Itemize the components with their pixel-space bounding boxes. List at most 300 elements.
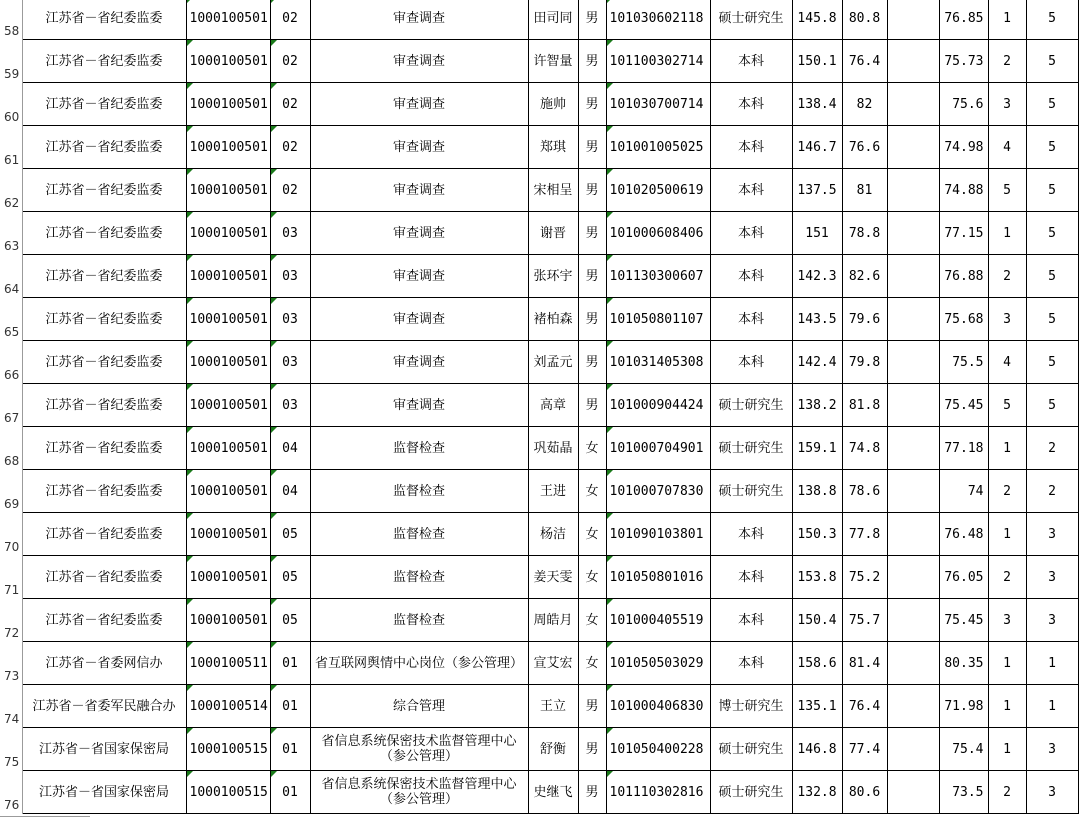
- position-name-cell[interactable]: [310, 728, 528, 771]
- extra-score-cell[interactable]: [887, 556, 939, 599]
- rank-cell[interactable]: [988, 40, 1026, 83]
- written-score-cell[interactable]: [792, 642, 842, 685]
- position-name-cell[interactable]: [310, 212, 528, 255]
- education-cell[interactable]: [710, 212, 792, 255]
- position-code-cell[interactable]: [270, 0, 310, 40]
- total-score-cell[interactable]: [939, 341, 988, 384]
- interview-score-cell[interactable]: [842, 728, 887, 771]
- rank-cell[interactable]: [988, 83, 1026, 126]
- total-score-cell[interactable]: [939, 556, 988, 599]
- rank-cell[interactable]: [988, 0, 1026, 40]
- quota-cell[interactable]: [1026, 298, 1078, 341]
- total-score-cell[interactable]: [939, 0, 988, 40]
- exam-id-cell[interactable]: [606, 513, 710, 556]
- row-number[interactable]: [0, 771, 22, 814]
- position-name-cell[interactable]: [310, 556, 528, 599]
- department-cell[interactable]: [22, 298, 186, 341]
- department-cell[interactable]: [22, 212, 186, 255]
- dept-code-cell[interactable]: [186, 728, 270, 771]
- position-name-cell[interactable]: [310, 642, 528, 685]
- candidate-name-cell[interactable]: [528, 212, 578, 255]
- candidate-name-cell[interactable]: [528, 341, 578, 384]
- department-cell[interactable]: [22, 685, 186, 728]
- rank-cell[interactable]: [988, 728, 1026, 771]
- position-code-cell[interactable]: [270, 427, 310, 470]
- education-cell[interactable]: [710, 685, 792, 728]
- row-number[interactable]: [0, 169, 22, 212]
- position-code-cell[interactable]: [270, 169, 310, 212]
- candidate-name-cell[interactable]: [528, 0, 578, 40]
- extra-score-cell[interactable]: [887, 169, 939, 212]
- written-score-cell-text: 158.6: [797, 655, 837, 671]
- row-number[interactable]: [0, 40, 22, 83]
- interview-score-cell[interactable]: [842, 212, 887, 255]
- written-score-cell[interactable]: [792, 427, 842, 470]
- dept-code-cell[interactable]: [186, 298, 270, 341]
- quota-cell[interactable]: [1026, 83, 1078, 126]
- row-number[interactable]: [0, 728, 22, 771]
- extra-score-cell[interactable]: [887, 599, 939, 642]
- education-cell-text: 本科: [737, 569, 764, 585]
- extra-score-cell[interactable]: [887, 255, 939, 298]
- exam-id-cell[interactable]: [606, 556, 710, 599]
- department-cell[interactable]: [22, 728, 186, 771]
- quota-cell[interactable]: [1026, 599, 1078, 642]
- position-code-cell[interactable]: [270, 255, 310, 298]
- education-cell[interactable]: [710, 771, 792, 814]
- exam-id-cell[interactable]: [606, 212, 710, 255]
- candidate-name-cell[interactable]: [528, 427, 578, 470]
- extra-score-cell[interactable]: [887, 771, 939, 814]
- row-number[interactable]: [0, 83, 22, 126]
- written-score-cell[interactable]: [792, 255, 842, 298]
- department-cell[interactable]: [22, 384, 186, 427]
- position-code-cell[interactable]: [270, 83, 310, 126]
- extra-score-cell[interactable]: [887, 728, 939, 771]
- gender-cell[interactable]: [578, 40, 606, 83]
- written-score-cell[interactable]: [792, 513, 842, 556]
- written-score-cell[interactable]: [792, 771, 842, 814]
- rank-cell[interactable]: [988, 298, 1026, 341]
- position-code-cell[interactable]: [270, 212, 310, 255]
- gender-cell[interactable]: [578, 599, 606, 642]
- department-cell[interactable]: [22, 556, 186, 599]
- interview-score-cell[interactable]: [842, 0, 887, 40]
- quota-cell[interactable]: [1026, 642, 1078, 685]
- department-cell[interactable]: [22, 341, 186, 384]
- rank-cell[interactable]: [988, 771, 1026, 814]
- gender-cell[interactable]: [578, 0, 606, 40]
- gender-cell[interactable]: [578, 83, 606, 126]
- gender-cell[interactable]: [578, 642, 606, 685]
- written-score-cell[interactable]: [792, 728, 842, 771]
- interview-score-cell[interactable]: [842, 599, 887, 642]
- education-cell[interactable]: [710, 0, 792, 40]
- position-name-cell[interactable]: [310, 255, 528, 298]
- row-number[interactable]: [0, 298, 22, 341]
- position-code-cell[interactable]: [270, 126, 310, 169]
- quota-cell[interactable]: [1026, 470, 1078, 513]
- exam-id-cell[interactable]: [606, 384, 710, 427]
- department-cell[interactable]: [22, 126, 186, 169]
- dept-code-cell[interactable]: [186, 255, 270, 298]
- written-score-cell[interactable]: [792, 212, 842, 255]
- row-number[interactable]: [0, 642, 22, 685]
- education-cell[interactable]: [710, 513, 792, 556]
- gender-cell[interactable]: [578, 427, 606, 470]
- position-name-cell[interactable]: [310, 470, 528, 513]
- interview-score-cell[interactable]: [842, 298, 887, 341]
- position-code-cell-text: 04: [282, 483, 298, 499]
- position-code-cell[interactable]: [270, 771, 310, 814]
- gender-cell[interactable]: [578, 169, 606, 212]
- candidate-name-cell[interactable]: [528, 40, 578, 83]
- department-cell[interactable]: [22, 255, 186, 298]
- exam-id-cell[interactable]: [606, 771, 710, 814]
- gender-cell[interactable]: [578, 771, 606, 814]
- gender-cell[interactable]: [578, 728, 606, 771]
- total-score-cell[interactable]: [939, 298, 988, 341]
- education-cell[interactable]: [710, 126, 792, 169]
- interview-score-cell-text: 76.4: [848, 53, 881, 69]
- extra-score-cell[interactable]: [887, 126, 939, 169]
- written-score-cell[interactable]: [792, 126, 842, 169]
- candidate-name-cell[interactable]: [528, 642, 578, 685]
- department-cell[interactable]: [22, 771, 186, 814]
- department-cell[interactable]: [22, 83, 186, 126]
- interview-score-cell-text: 75.7: [848, 612, 881, 628]
- total-score-cell[interactable]: [939, 728, 988, 771]
- department-cell[interactable]: [22, 642, 186, 685]
- position-code-cell[interactable]: [270, 40, 310, 83]
- candidate-name-cell[interactable]: [528, 513, 578, 556]
- exam-id-cell[interactable]: [606, 126, 710, 169]
- quota-cell[interactable]: [1026, 169, 1078, 212]
- department-cell[interactable]: [22, 599, 186, 642]
- rank-cell[interactable]: [988, 384, 1026, 427]
- interview-score-cell[interactable]: [842, 771, 887, 814]
- total-score-cell[interactable]: [939, 771, 988, 814]
- position-code-cell[interactable]: [270, 728, 310, 771]
- position-name-cell[interactable]: [310, 0, 528, 40]
- education-cell[interactable]: [710, 728, 792, 771]
- written-score-cell[interactable]: [792, 169, 842, 212]
- dept-code-cell-text: 1000100501: [189, 526, 268, 542]
- quota-cell[interactable]: [1026, 728, 1078, 771]
- candidate-name-cell[interactable]: [528, 298, 578, 341]
- written-score-cell[interactable]: [792, 556, 842, 599]
- gender-cell[interactable]: [578, 212, 606, 255]
- exam-id-cell[interactable]: [606, 685, 710, 728]
- quota-cell[interactable]: [1026, 126, 1078, 169]
- written-score-cell[interactable]: [792, 83, 842, 126]
- dept-code-cell[interactable]: [186, 169, 270, 212]
- interview-score-cell[interactable]: [842, 470, 887, 513]
- gender-cell[interactable]: [578, 470, 606, 513]
- interview-score-cell[interactable]: [842, 255, 887, 298]
- total-score-cell[interactable]: [939, 212, 988, 255]
- extra-score-cell[interactable]: [887, 384, 939, 427]
- candidate-name-cell[interactable]: [528, 384, 578, 427]
- dept-code-cell[interactable]: [186, 384, 270, 427]
- gender-cell[interactable]: [578, 341, 606, 384]
- exam-id-cell[interactable]: [606, 728, 710, 771]
- dept-code-cell[interactable]: [186, 427, 270, 470]
- candidate-name-cell[interactable]: [528, 126, 578, 169]
- exam-id-cell[interactable]: [606, 169, 710, 212]
- position-name-cell[interactable]: [310, 298, 528, 341]
- text-format-indicator-icon: [187, 685, 193, 691]
- department-cell[interactable]: [22, 513, 186, 556]
- quota-cell[interactable]: [1026, 212, 1078, 255]
- position-code-cell[interactable]: [270, 642, 310, 685]
- department-cell[interactable]: [22, 0, 186, 40]
- dept-code-cell[interactable]: [186, 771, 270, 814]
- position-code-cell[interactable]: [270, 685, 310, 728]
- rank-cell[interactable]: [988, 427, 1026, 470]
- quota-cell[interactable]: [1026, 556, 1078, 599]
- row-number[interactable]: [0, 470, 22, 513]
- interview-score-cell[interactable]: [842, 341, 887, 384]
- extra-score-cell[interactable]: [887, 40, 939, 83]
- dept-code-cell[interactable]: [186, 599, 270, 642]
- interview-score-cell[interactable]: [842, 685, 887, 728]
- total-score-cell[interactable]: [939, 513, 988, 556]
- exam-id-cell-text: 101030602118: [609, 10, 704, 26]
- written-score-cell[interactable]: [792, 599, 842, 642]
- row-number[interactable]: [0, 384, 22, 427]
- exam-id-cell[interactable]: [606, 642, 710, 685]
- department-cell[interactable]: [22, 427, 186, 470]
- education-cell[interactable]: [710, 427, 792, 470]
- exam-id-cell[interactable]: [606, 298, 710, 341]
- candidate-name-cell[interactable]: [528, 556, 578, 599]
- education-cell[interactable]: [710, 341, 792, 384]
- position-name-cell[interactable]: [310, 341, 528, 384]
- gender-cell[interactable]: [578, 384, 606, 427]
- interview-score-cell[interactable]: [842, 427, 887, 470]
- dept-code-cell[interactable]: [186, 642, 270, 685]
- quota-cell[interactable]: [1026, 255, 1078, 298]
- rank-cell[interactable]: [988, 556, 1026, 599]
- dept-code-cell[interactable]: [186, 212, 270, 255]
- interview-score-cell[interactable]: [842, 126, 887, 169]
- rank-cell[interactable]: [988, 341, 1026, 384]
- education-cell[interactable]: [710, 642, 792, 685]
- gender-cell[interactable]: [578, 685, 606, 728]
- position-name-cell[interactable]: [310, 599, 528, 642]
- rank-cell[interactable]: [988, 126, 1026, 169]
- candidate-name-cell[interactable]: [528, 599, 578, 642]
- interview-score-cell[interactable]: [842, 384, 887, 427]
- gender-cell[interactable]: [578, 255, 606, 298]
- education-cell[interactable]: [710, 556, 792, 599]
- exam-id-cell[interactable]: [606, 255, 710, 298]
- department-cell[interactable]: [22, 40, 186, 83]
- exam-id-cell[interactable]: [606, 341, 710, 384]
- interview-score-cell[interactable]: [842, 83, 887, 126]
- position-name-cell[interactable]: [310, 427, 528, 470]
- dept-code-cell[interactable]: [186, 126, 270, 169]
- dept-code-cell[interactable]: [186, 513, 270, 556]
- total-score-cell[interactable]: [939, 83, 988, 126]
- exam-id-cell[interactable]: [606, 83, 710, 126]
- interview-score-cell[interactable]: [842, 642, 887, 685]
- text-format-indicator-icon: [187, 642, 193, 648]
- row-number[interactable]: [0, 513, 22, 556]
- position-code-cell[interactable]: [270, 556, 310, 599]
- dept-code-cell[interactable]: [186, 556, 270, 599]
- extra-score-cell[interactable]: [887, 212, 939, 255]
- dept-code-cell[interactable]: [186, 685, 270, 728]
- rank-cell[interactable]: [988, 599, 1026, 642]
- department-cell[interactable]: [22, 169, 186, 212]
- exam-id-cell[interactable]: [606, 599, 710, 642]
- interview-score-cell[interactable]: [842, 556, 887, 599]
- position-code-cell[interactable]: [270, 513, 310, 556]
- position-code-cell[interactable]: [270, 470, 310, 513]
- candidate-name-cell[interactable]: [528, 685, 578, 728]
- education-cell[interactable]: [710, 83, 792, 126]
- total-score-cell[interactable]: [939, 169, 988, 212]
- dept-code-cell-text: 1000100501: [189, 139, 268, 155]
- candidate-name-cell[interactable]: [528, 169, 578, 212]
- quota-cell[interactable]: [1026, 341, 1078, 384]
- rank-cell[interactable]: [988, 685, 1026, 728]
- rank-cell[interactable]: [988, 212, 1026, 255]
- quota-cell[interactable]: [1026, 685, 1078, 728]
- education-cell[interactable]: [710, 40, 792, 83]
- total-score-cell[interactable]: [939, 427, 988, 470]
- dept-code-cell[interactable]: [186, 470, 270, 513]
- exam-id-cell[interactable]: [606, 470, 710, 513]
- gender-cell[interactable]: [578, 513, 606, 556]
- candidate-name-cell[interactable]: [528, 728, 578, 771]
- interview-score-cell[interactable]: [842, 40, 887, 83]
- extra-score-cell[interactable]: [887, 83, 939, 126]
- row-number[interactable]: [0, 0, 22, 40]
- row-number[interactable]: [0, 427, 22, 470]
- row-number[interactable]: [0, 685, 22, 728]
- row-number[interactable]: [0, 599, 22, 642]
- exam-id-cell[interactable]: [606, 40, 710, 83]
- position-name-cell[interactable]: [310, 169, 528, 212]
- quota-cell[interactable]: [1026, 513, 1078, 556]
- row-number[interactable]: [0, 556, 22, 599]
- position-code-cell[interactable]: [270, 599, 310, 642]
- written-score-cell[interactable]: [792, 341, 842, 384]
- position-name-cell[interactable]: [310, 771, 528, 814]
- total-score-cell[interactable]: [939, 599, 988, 642]
- education-cell[interactable]: [710, 599, 792, 642]
- dept-code-cell[interactable]: [186, 83, 270, 126]
- total-score-cell[interactable]: [939, 255, 988, 298]
- position-code-cell[interactable]: [270, 298, 310, 341]
- position-name-cell[interactable]: [310, 384, 528, 427]
- total-score-cell[interactable]: [939, 470, 988, 513]
- quota-cell[interactable]: [1026, 40, 1078, 83]
- quota-cell[interactable]: [1026, 0, 1078, 40]
- quota-cell[interactable]: [1026, 771, 1078, 814]
- extra-score-cell[interactable]: [887, 513, 939, 556]
- position-name-cell[interactable]: [310, 685, 528, 728]
- dept-code-cell[interactable]: [186, 40, 270, 83]
- candidate-name-cell-text: 褚柏森: [533, 311, 573, 327]
- dept-code-cell[interactable]: [186, 0, 270, 40]
- candidate-name-cell[interactable]: [528, 771, 578, 814]
- candidate-name-cell[interactable]: [528, 470, 578, 513]
- extra-score-cell[interactable]: [887, 470, 939, 513]
- gender-cell[interactable]: [578, 126, 606, 169]
- quota-cell[interactable]: [1026, 384, 1078, 427]
- department-cell[interactable]: [22, 470, 186, 513]
- interview-score-cell[interactable]: [842, 169, 887, 212]
- rank-cell[interactable]: [988, 642, 1026, 685]
- education-cell[interactable]: [710, 169, 792, 212]
- total-score-cell[interactable]: [939, 642, 988, 685]
- position-name-cell[interactable]: [310, 40, 528, 83]
- rank-cell[interactable]: [988, 513, 1026, 556]
- written-score-cell[interactable]: [792, 298, 842, 341]
- written-score-cell[interactable]: [792, 685, 842, 728]
- position-name-cell[interactable]: [310, 126, 528, 169]
- row-number[interactable]: [0, 212, 22, 255]
- written-score-cell[interactable]: [792, 384, 842, 427]
- row-number[interactable]: [0, 255, 22, 298]
- interview-score-cell[interactable]: [842, 513, 887, 556]
- position-name-cell[interactable]: [310, 513, 528, 556]
- row-number[interactable]: [0, 126, 22, 169]
- written-score-cell[interactable]: [792, 0, 842, 40]
- gender-cell[interactable]: [578, 556, 606, 599]
- total-score-cell[interactable]: [939, 126, 988, 169]
- exam-id-cell[interactable]: [606, 0, 710, 40]
- candidate-name-cell[interactable]: [528, 83, 578, 126]
- education-cell[interactable]: [710, 384, 792, 427]
- extra-score-cell[interactable]: [887, 341, 939, 384]
- rank-cell[interactable]: [988, 255, 1026, 298]
- gender-cell[interactable]: [578, 298, 606, 341]
- rank-cell[interactable]: [988, 169, 1026, 212]
- extra-score-cell[interactable]: [887, 685, 939, 728]
- rank-cell[interactable]: [988, 470, 1026, 513]
- total-score-cell[interactable]: [939, 384, 988, 427]
- position-code-cell[interactable]: [270, 341, 310, 384]
- written-score-cell[interactable]: [792, 470, 842, 513]
- exam-id-cell[interactable]: [606, 427, 710, 470]
- education-cell[interactable]: [710, 255, 792, 298]
- education-cell-text: 本科: [737, 182, 764, 198]
- table-row: [0, 83, 1078, 126]
- quota-cell[interactable]: [1026, 427, 1078, 470]
- education-cell[interactable]: [710, 298, 792, 341]
- extra-score-cell[interactable]: [887, 0, 939, 40]
- total-score-cell[interactable]: [939, 40, 988, 83]
- extra-score-cell[interactable]: [887, 298, 939, 341]
- written-score-cell[interactable]: [792, 40, 842, 83]
- extra-score-cell[interactable]: [887, 427, 939, 470]
- candidate-name-cell[interactable]: [528, 255, 578, 298]
- position-name-cell[interactable]: [310, 83, 528, 126]
- education-cell[interactable]: [710, 470, 792, 513]
- extra-score-cell[interactable]: [887, 642, 939, 685]
- dept-code-cell[interactable]: [186, 341, 270, 384]
- position-code-cell[interactable]: [270, 384, 310, 427]
- position-name-cell-text: 审查调查: [392, 139, 445, 155]
- interview-score-cell-text: 77.4: [848, 741, 881, 757]
- row-number[interactable]: [0, 341, 22, 384]
- total-score-cell[interactable]: [939, 685, 988, 728]
